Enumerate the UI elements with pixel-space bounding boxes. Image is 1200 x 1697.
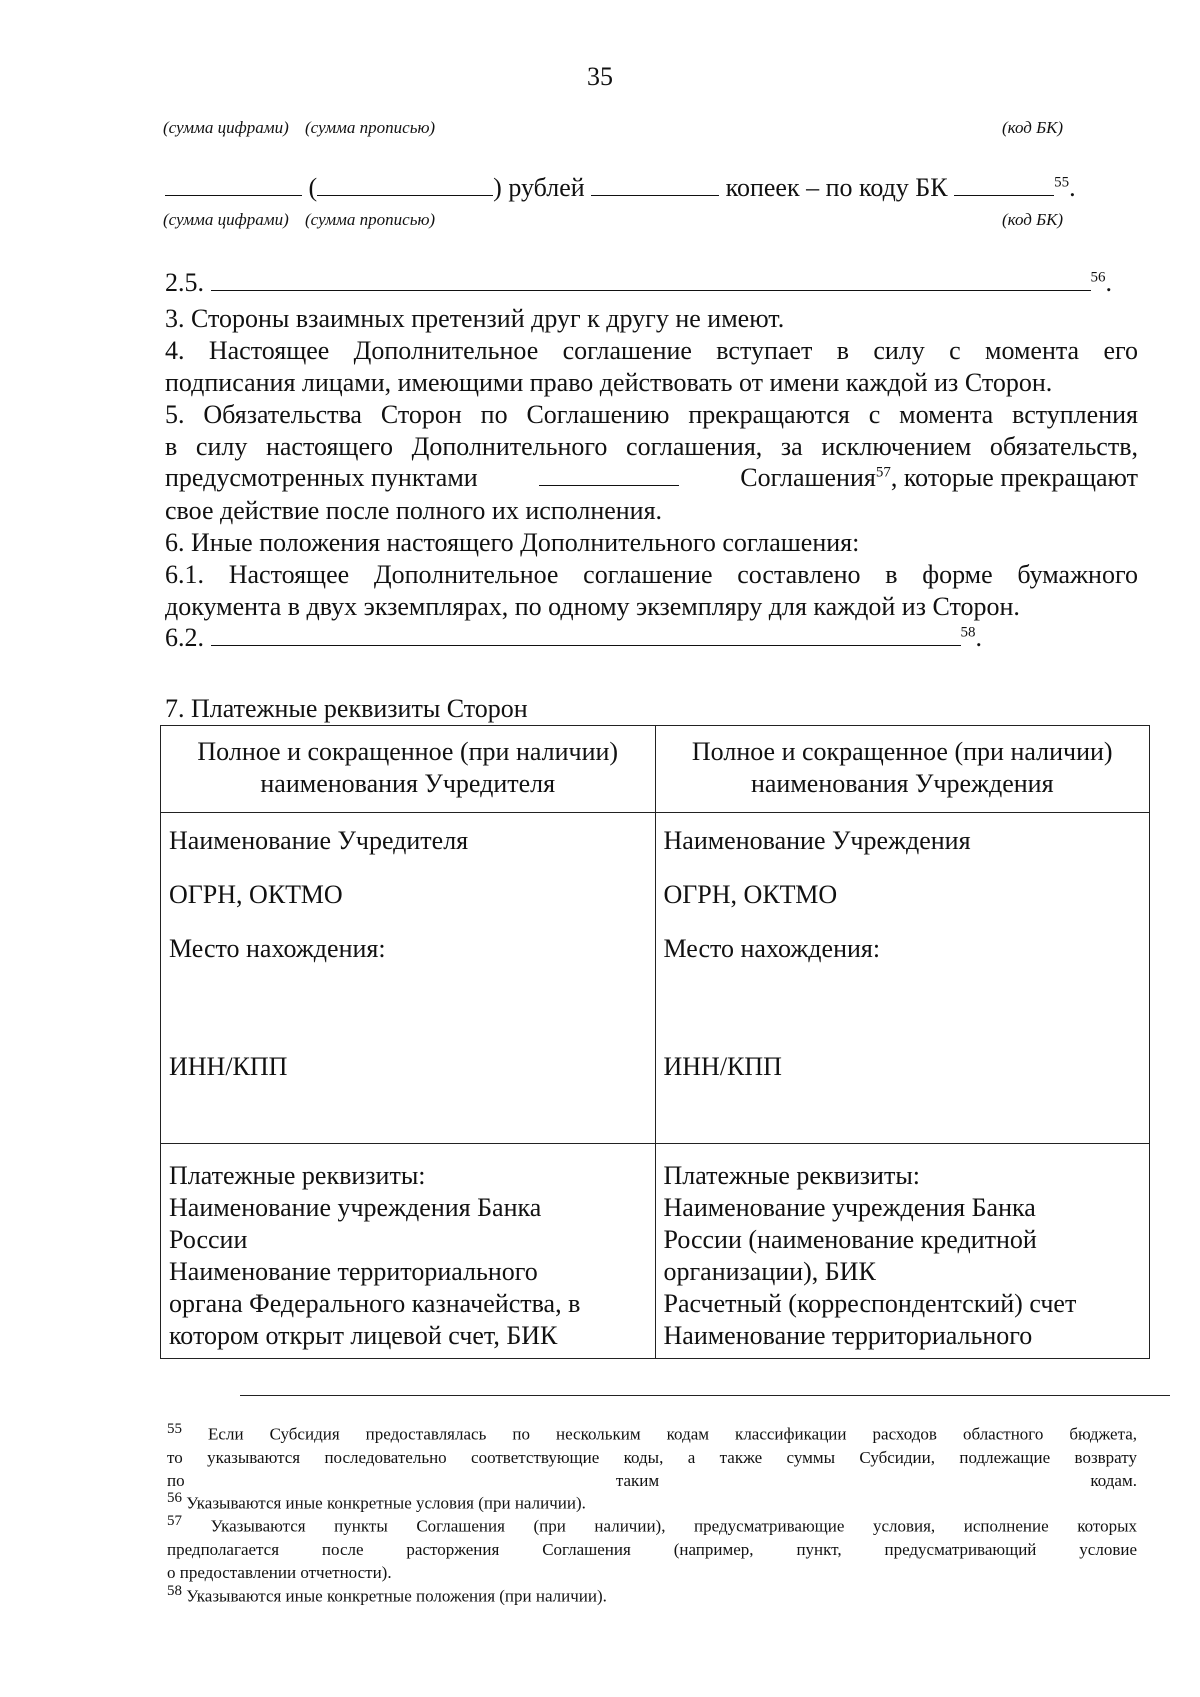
footnote-ref-56: 56 bbox=[1090, 269, 1106, 286]
table-row-requisites bbox=[161, 813, 1150, 1144]
table-row-payment bbox=[161, 1144, 1150, 1359]
caption-code-bk-2: (код БК) bbox=[1002, 210, 1064, 229]
item-3: 3. Стороны взаимных претензий друг к другу не имеют. bbox=[165, 304, 785, 333]
footnote-ref-58: 58 bbox=[960, 624, 976, 641]
institution-payment-line: Платежные реквизиты: bbox=[663, 1161, 921, 1190]
header-founder: Полное и сокращенное (при наличии) наименования Учредителя bbox=[161, 726, 656, 813]
founder-requisites-cell bbox=[161, 813, 656, 1144]
institution-payment-line: Расчетный (корреспондентский) счет bbox=[663, 1289, 1077, 1318]
institution-payment-line: Наименование территориального bbox=[663, 1321, 1033, 1350]
item-5-line-2: в силу настоящего Дополнительного соглашения, за исключением обязательств, bbox=[165, 432, 1138, 461]
item-2-5-blank bbox=[211, 268, 1091, 291]
institution-payment-line: России (наименование кредитной bbox=[663, 1225, 1037, 1254]
amount-kopecks-text: копеек – по коду БК bbox=[725, 173, 948, 202]
table-header-row bbox=[161, 726, 1150, 813]
footnote-ref-57: 57 bbox=[875, 464, 891, 481]
footnote-ref-55: 55 bbox=[1054, 174, 1070, 191]
caption-sum-words: (сумма прописью) bbox=[305, 118, 436, 137]
amount-line: ( ) рублей копеек – по коду БК $^{55}$. bbox=[165, 173, 1076, 203]
sum-words-blank bbox=[317, 173, 493, 196]
item-6-1-line-2: документа в двух экземплярах, по одному экземпляру для каждой из Сторон. bbox=[165, 592, 1020, 621]
item-7-title: 7. Платежные реквизиты Сторон bbox=[165, 694, 528, 723]
institution-payment-line: Наименование учреждения Банка bbox=[663, 1193, 1036, 1222]
item-5-line-3: предусмотренных пунктами Соглашения$^{57}$, которые прекращают bbox=[165, 463, 1138, 492]
caption-sum-digits: (сумма цифрами) bbox=[163, 118, 289, 137]
founder-inn: ИНН/КПП bbox=[169, 1052, 288, 1081]
institution-inn: ИНН/КПП bbox=[663, 1052, 782, 1081]
institution-ogrn: ОГРН, ОКТМО bbox=[663, 880, 838, 909]
item-6-2-blank bbox=[211, 623, 961, 646]
institution-payment-line: организации), БИК bbox=[663, 1257, 876, 1286]
footnote-56: $^{56}$ Указываются иные конкретные условия (при наличии). bbox=[167, 1490, 586, 1513]
caption-sum-words-2: (сумма прописью) bbox=[305, 210, 436, 229]
founder-payment-cell bbox=[161, 1144, 656, 1359]
founder-location: Место нахождения: bbox=[169, 934, 386, 963]
footnote-separator bbox=[240, 1395, 1170, 1396]
item-6-2: 6.2. $^{58}$. bbox=[165, 623, 982, 652]
sum-digits-blank bbox=[165, 173, 302, 196]
item-5-points-blank bbox=[539, 471, 679, 486]
code-bk-blank bbox=[954, 173, 1054, 196]
founder-payment-line: котором открыт лицевой счет, БИК bbox=[169, 1321, 558, 1350]
kopecks-blank bbox=[591, 173, 719, 196]
item-6-1-line-1: 6.1. Настоящее Дополнительное соглашение составлено в форме бумажного bbox=[165, 560, 1138, 589]
institution-name: Наименование Учреждения bbox=[663, 826, 971, 855]
footnote-57: $^{57}$ Указываются пункты Соглашения (при наличии), предусматривающие условия, исполнение которых предполагается после расторжения Соглашения (например, пункт, предусматривающий условие о предоставлении отчетности). bbox=[167, 1513, 1137, 1582]
item-4-line-2: подписания лицами, имеющими право действовать от имени каждой из Сторон. bbox=[165, 368, 1053, 397]
amount-rubles: ) рублей bbox=[493, 173, 585, 202]
founder-payment-line: Наименование территориального bbox=[169, 1257, 538, 1286]
founder-payment-line: Наименование учреждения Банка bbox=[169, 1193, 542, 1222]
footnote-58: $^{58}$ Указываются иные конкретные положения (при наличии). bbox=[167, 1583, 607, 1606]
founder-payment-line: органа Федерального казначейства, в bbox=[169, 1289, 581, 1318]
amount-open-paren: ( bbox=[308, 173, 318, 202]
footnote-55: $^{55}$ Если Субсидия предоставлялась по нескольким кодам классификации расходов областного бюджета, то указываются последовательно соответствующие коды, а также суммы Субсидии, подлежащие возврату по таким кодам. bbox=[167, 1421, 1138, 1490]
institution-location: Место нахождения: bbox=[663, 934, 881, 963]
item-2-5: 2.5. $^{56}$. bbox=[165, 268, 1112, 297]
item-5-line-1: 5. Обязательства Сторон по Соглашению прекращаются с момента вступления bbox=[165, 400, 1138, 429]
item-6: 6. Иные положения настоящего Дополнительного соглашения: bbox=[165, 528, 860, 557]
page-number: 35 bbox=[587, 62, 613, 91]
caption-code-bk: (код БК) bbox=[1002, 118, 1064, 137]
founder-name: Наименование Учредителя bbox=[169, 826, 469, 855]
founder-payment-line: Платежные реквизиты: bbox=[169, 1161, 426, 1190]
payment-details-table bbox=[160, 725, 1150, 1359]
institution-requisites-cell bbox=[655, 813, 1150, 1144]
founder-ogrn: ОГРН, ОКТМО bbox=[169, 880, 343, 909]
caption-sum-digits-2: (сумма цифрами) bbox=[163, 210, 289, 229]
institution-payment-cell bbox=[655, 1144, 1150, 1359]
item-5-line-4: свое действие после полного их исполнения. bbox=[165, 496, 663, 525]
founder-payment-line: России bbox=[169, 1225, 248, 1254]
item-4-line-1: 4. Настоящее Дополнительное соглашение вступает в силу с момента его bbox=[165, 336, 1138, 365]
header-institution: Полное и сокращенное (при наличии) наименования Учреждения bbox=[655, 726, 1150, 813]
